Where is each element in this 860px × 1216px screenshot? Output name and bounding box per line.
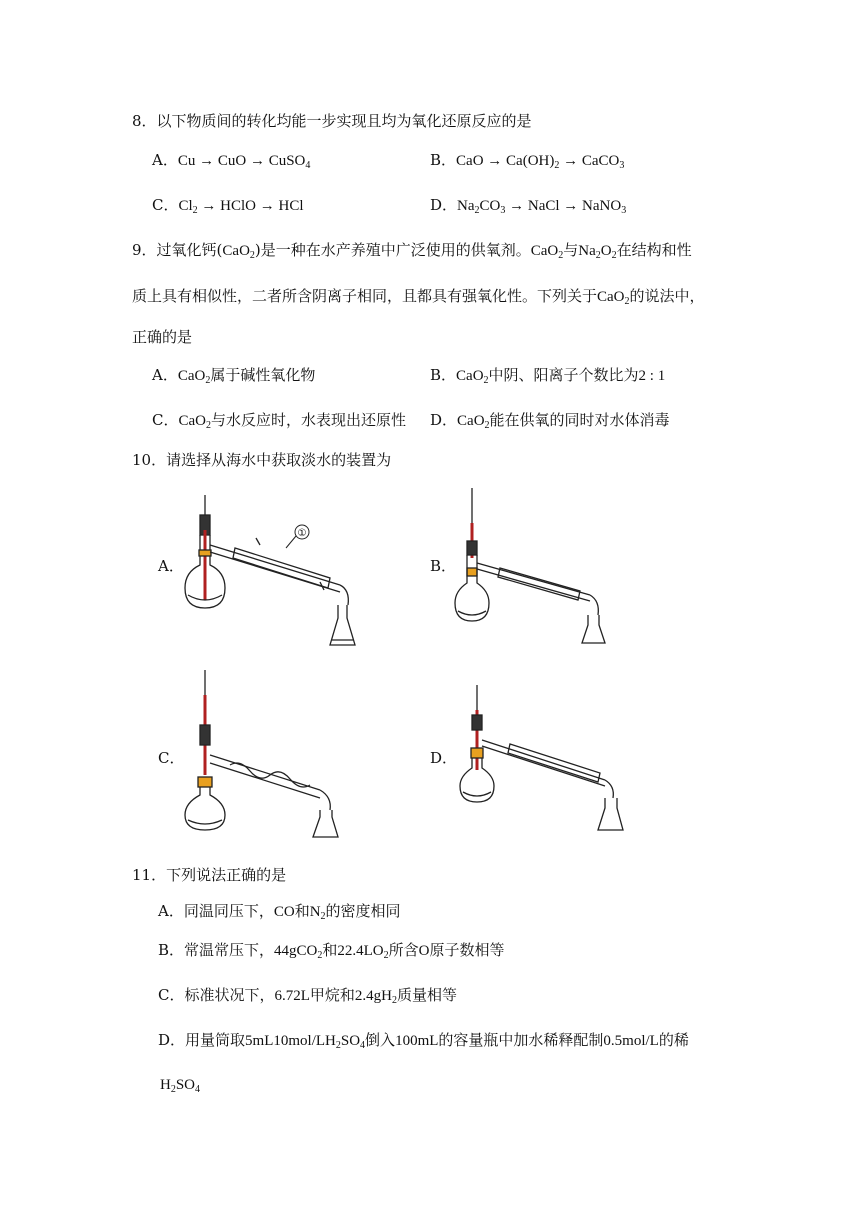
- q10-option-a-label[interactable]: A．: [158, 557, 184, 575]
- option-label: B．: [430, 151, 457, 169]
- q11-option-d-continued: $H_2SO_4$: [160, 1077, 201, 1095]
- q10-stem: 10．请选择从海水中获取淡水的装置为: [132, 451, 392, 469]
- q9-stem-line3: 正确的是: [132, 328, 193, 346]
- q11-option-b[interactable]: B．常温常压下，44gCO$_2$和$22.4LO_2$所含O原子数相等: [158, 941, 505, 961]
- formula: $Cl_2$ → HClO → HCl: [178, 198, 304, 216]
- callout-number: ①: [297, 528, 307, 539]
- q10-option-b-label[interactable]: B．: [430, 557, 457, 575]
- q9-option-c[interactable]: C．CaO$_2$与水反应时，水表现出还原性: [152, 411, 406, 431]
- q9-option-d[interactable]: D．CaO$_2$能在供氧的同时对水体消毒: [430, 411, 670, 431]
- formula: Cu → CuO → CuSO$_4$: [177, 153, 311, 171]
- q11-stem: 11．下列说法正确的是: [132, 866, 287, 884]
- distillation-apparatus-a[interactable]: [180, 490, 370, 670]
- formula: $Na_2CO_3$ → NaCl → NaNO$_3$: [457, 198, 627, 216]
- distillation-apparatus-c[interactable]: [180, 665, 355, 840]
- q8-stem: 8．以下物质间的转化均能一步实现且均为氧化还原反应的是: [132, 112, 532, 130]
- q9-stem-line1: 9．过氧化钙(CaO$_2$)是一种在水产养殖中广泛使用的供氧剂。CaO$_2$与$Na_2O_2$在结构和性: [132, 241, 692, 261]
- q10-option-c-label[interactable]: C．: [158, 749, 185, 767]
- q9-option-b[interactable]: B．CaO$_2$中阴、阳离子个数比为2 : 1: [430, 366, 666, 386]
- q8-option-a[interactable]: [152, 153, 310, 171]
- q10-option-d-label[interactable]: D．: [430, 749, 458, 767]
- option-label: D．: [430, 196, 458, 214]
- distillation-apparatus-d[interactable]: [455, 680, 635, 840]
- q11-option-d[interactable]: D．用量筒取$5mL10mol/LH_2SO_4$倒入100mL的容量瓶中加水稀释配制0.5mol/L的稀: [158, 1031, 689, 1051]
- formula: CaO → $Ca(OH)_2$ → CaCO$_3$: [456, 153, 625, 171]
- option-label: A．: [152, 151, 178, 169]
- q11-option-a[interactable]: A．同温同压下，CO和$N_2$的密度相同: [158, 902, 401, 922]
- q8-option-c[interactable]: [152, 198, 304, 216]
- q8-option-b[interactable]: [430, 153, 624, 171]
- q9-option-a[interactable]: A．CaO$_2$属于碱性氧化物: [152, 366, 316, 386]
- q11-option-c[interactable]: C．标准状况下，6.72L甲烷和$2.4gH_2$质量相等: [158, 986, 458, 1006]
- q8-option-d[interactable]: [430, 198, 626, 216]
- q9-stem-line2: 质上具有相似性，二者所含阴离子相同，且都具有强氧化性。下列关于CaO$_2$的说法中，: [132, 287, 705, 307]
- option-label: C．: [152, 196, 179, 214]
- distillation-apparatus-b[interactable]: [450, 483, 620, 648]
